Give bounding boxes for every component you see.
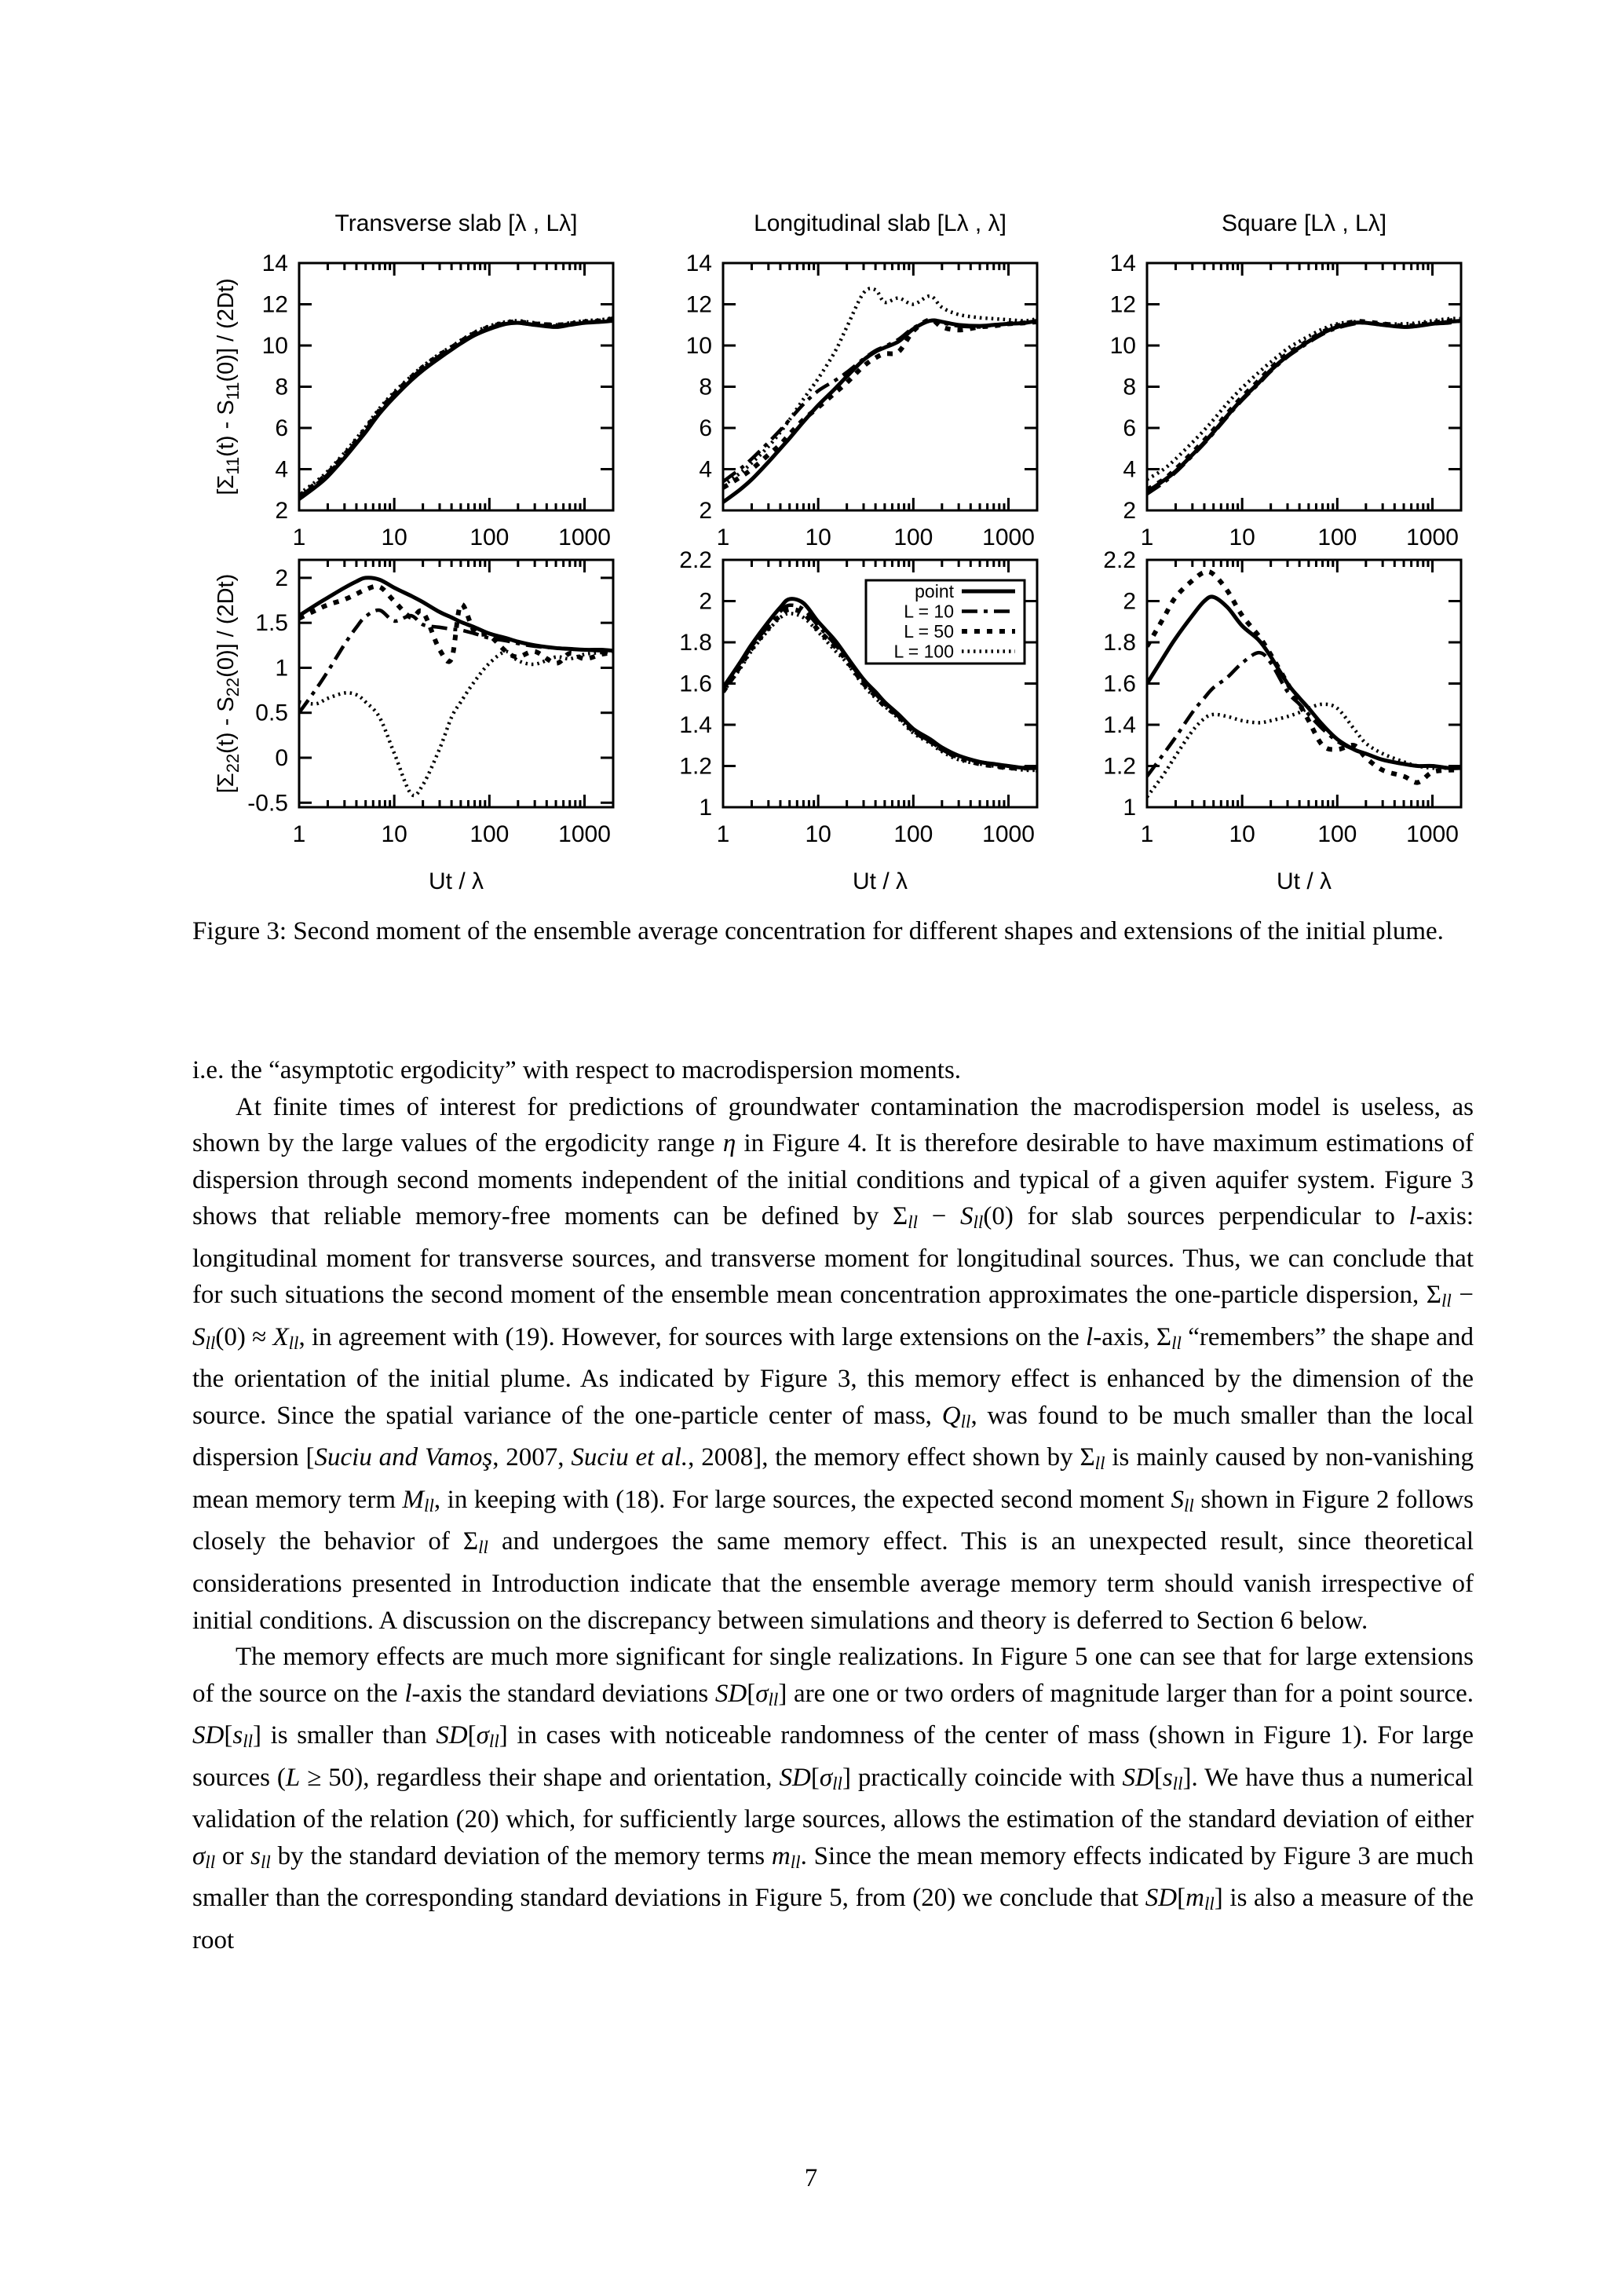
- subplot-transverse-slab-row2: [211, 550, 635, 899]
- svg-text:14: 14: [1109, 250, 1136, 276]
- svg-text:12: 12: [1109, 291, 1136, 318]
- chart-title: Square [Lλ , Lλ]: [1221, 210, 1387, 236]
- chart-svg: [635, 550, 1059, 895]
- svg-text:1000: 1000: [1406, 821, 1459, 847]
- svg-text:2: 2: [699, 588, 712, 615]
- svg-text:100: 100: [1317, 525, 1357, 550]
- series-group: [1147, 319, 1461, 494]
- chart-svg: [635, 196, 1059, 556]
- svg-text:0.5: 0.5: [255, 700, 288, 726]
- svg-text:2: 2: [275, 565, 288, 591]
- svg-text:1.5: 1.5: [255, 610, 288, 637]
- svg-text:L = 100: L = 100: [893, 641, 954, 662]
- svg-text:10: 10: [261, 333, 288, 359]
- x-axis-label: Ut / λ: [1276, 868, 1332, 894]
- svg-text:1000: 1000: [558, 525, 611, 550]
- subplot-longitudinal-slab-row1: [635, 196, 1059, 560]
- series-group: [1147, 572, 1461, 797]
- svg-text:4: 4: [699, 456, 712, 483]
- svg-text:2: 2: [1123, 588, 1136, 615]
- axes: [723, 263, 1037, 510]
- series-L=100: [299, 652, 613, 795]
- subplot-square-row2: [1059, 550, 1483, 899]
- chart-svg: [211, 550, 635, 895]
- series-group: [723, 288, 1037, 502]
- x-axis-label: Ut / λ: [428, 868, 484, 894]
- svg-text:1000: 1000: [982, 525, 1035, 550]
- svg-text:0: 0: [275, 745, 288, 771]
- svg-text:100: 100: [469, 821, 510, 847]
- svg-text:8: 8: [699, 374, 712, 400]
- svg-text:12: 12: [261, 291, 288, 318]
- chart-title: Longitudinal slab [Lλ , λ]: [754, 210, 1006, 236]
- series-L=10: [1147, 321, 1461, 495]
- series-point: [1147, 597, 1461, 768]
- subplot-transverse-slab-row1: [211, 196, 635, 560]
- svg-text:14: 14: [685, 250, 712, 276]
- series-L=100: [723, 288, 1037, 485]
- svg-text:1.4: 1.4: [1103, 712, 1136, 738]
- series-L=100: [1147, 704, 1461, 797]
- paragraph: The memory effects are much more significant for single realizations. In Figure 5 one can see that for large extensions of the source on the l-axis the standard deviations SD[σll] are one or two orders of magnitude larger than for a point source. SD[sll] is smaller than SD[σll] in cases with noticeable randomness of the center of mass (shown in Figure 1). For large sources (L ≥ 50), regardless their shape and orientation, SD[σll] practically coincide with SD[sll]. We have thus a numerical validation of the relation (20) which, for sufficiently large sources, allows the estimation of the standard deviation of either σll or sll by the standard deviation of the memory terms mll. Since the mean memory effects indicated by Figure 3 are much smaller than the corresponding standard deviations in Figure 5, from (20) we conclude that SD[mll] is also a measure of the root: [192, 1643, 1474, 1954]
- svg-text:-0.5: -0.5: [247, 790, 288, 817]
- svg-text:1.6: 1.6: [1103, 671, 1136, 697]
- series-L=100: [299, 318, 613, 494]
- chart-svg: [1059, 550, 1483, 895]
- svg-text:8: 8: [1123, 374, 1136, 400]
- svg-text:1000: 1000: [1406, 525, 1459, 550]
- y-axis-label: $[\Sigma_{22}(t) - S_{22}(0)] / (2Dt)$: [214, 573, 243, 794]
- axis-labels: [686, 210, 1035, 550]
- series-L=50: [1147, 572, 1461, 783]
- svg-text:1: 1: [292, 525, 306, 550]
- svg-text:100: 100: [1317, 821, 1357, 847]
- svg-text:1: 1: [292, 821, 306, 847]
- chart-svg: [211, 196, 635, 556]
- chart-legend: [866, 580, 1025, 664]
- svg-text:point: point: [915, 581, 954, 601]
- svg-text:1: 1: [1140, 525, 1154, 550]
- series-group: [299, 318, 613, 499]
- axes: [1147, 560, 1461, 807]
- series-L=10: [1147, 653, 1461, 777]
- svg-text:1000: 1000: [558, 821, 611, 847]
- chart-title: Transverse slab [λ , Lλ]: [334, 210, 578, 236]
- svg-text:1.8: 1.8: [1103, 630, 1136, 656]
- svg-text:10: 10: [805, 525, 831, 550]
- svg-text:2: 2: [275, 498, 288, 524]
- svg-text:10: 10: [1229, 525, 1255, 550]
- svg-text:2.2: 2.2: [679, 550, 712, 573]
- svg-text:12: 12: [685, 291, 712, 318]
- subplot-square-row1: [1059, 196, 1483, 560]
- svg-text:10: 10: [805, 821, 831, 847]
- paragraph: At finite times of interest for predictions of groundwater contamination the macrodispersion model is useless, as shown by the large values of the ergodicity range η in Figure 4. It is therefore desirable to have maximum estimations of dispersion through second moments independent of the initial conditions and typical of a given aquifer system. Figure 3 shows that reliable memory-free moments can be defined by Σll − Sll(0) for slab sources perpendicular to l-axis: longitudinal moment for transverse sources, and transverse moment for longitudinal sources. Thus, we can conclude that for such situations the second moment of the ensemble mean concentration approximates the one-particle dispersion, Σll − Sll(0) ≈ Xll, in agreement with (19). However, for sources with large extensions on the l-axis, Σll “remembers” the shape and the orientation of the initial plume. As indicated by Figure 3, this memory effect is enhanced by the dimension of the source. Since the spatial variance of the one-particle center of mass, Qll, was found to be much smaller than the local dispersion [Suciu and Vamoş, 2007, Suciu et al., 2008], the memory effect shown by Σll is mainly caused by non-vanishing mean memory term Mll, in keeping with (18). For large sources, the expected second moment Sll shown in Figure 2 follows closely the behavior of Σll and undergoes the same memory effect. This is an unexpected result, since theoretical considerations presented in Introduction indicate that the ensemble average memory term should vanish irrespective of initial conditions. A discussion on the discrepancy between simulations and theory is deferred to Section 6 below.: [192, 1092, 1474, 1635]
- svg-text:1000: 1000: [982, 821, 1035, 847]
- paragraph: i.e. the “asymptotic ergodicity” with respect to macrodispersion moments.: [192, 1056, 962, 1084]
- svg-text:2: 2: [699, 498, 712, 524]
- y-axis-label: $[\Sigma_{11}(t) - S_{11}(0)] / (2Dt)$: [214, 278, 243, 495]
- svg-text:100: 100: [893, 525, 933, 550]
- svg-text:10: 10: [381, 821, 407, 847]
- series-L=50: [299, 587, 613, 664]
- figure-caption: Figure 3: Second moment of the ensemble average concentration for different shapes and extensions of the initial plume.: [192, 917, 1444, 945]
- body-text: [192, 1052, 1474, 1958]
- svg-text:L = 50: L = 50: [904, 621, 954, 642]
- svg-text:8: 8: [275, 374, 288, 400]
- svg-text:4: 4: [1123, 456, 1136, 483]
- svg-text:1.2: 1.2: [1103, 753, 1136, 780]
- svg-text:6: 6: [275, 415, 288, 441]
- axis-labels: [1110, 210, 1459, 550]
- svg-text:6: 6: [699, 415, 712, 441]
- page-number: 7: [804, 2164, 818, 2192]
- svg-text:10: 10: [381, 525, 407, 550]
- series-group: [299, 578, 613, 795]
- svg-text:1.8: 1.8: [679, 630, 712, 656]
- svg-text:10: 10: [1109, 333, 1136, 359]
- svg-text:1.2: 1.2: [679, 753, 712, 780]
- svg-text:100: 100: [893, 821, 933, 847]
- svg-text:2.2: 2.2: [1103, 550, 1136, 573]
- svg-text:1.4: 1.4: [679, 712, 712, 738]
- svg-text:100: 100: [469, 525, 510, 550]
- axes: [299, 263, 613, 510]
- svg-text:10: 10: [685, 333, 712, 359]
- svg-text:2: 2: [1123, 498, 1136, 524]
- svg-text:14: 14: [261, 250, 288, 276]
- svg-text:6: 6: [1123, 415, 1136, 441]
- x-axis-label: Ut / λ: [852, 868, 908, 894]
- svg-text:1: 1: [699, 795, 712, 821]
- svg-text:1: 1: [1140, 821, 1154, 847]
- axes: [1147, 263, 1461, 510]
- series-L=50: [1147, 320, 1461, 490]
- subplot-longitudinal-slab-row2: [635, 550, 1059, 899]
- figure-3: [211, 196, 1499, 903]
- svg-text:4: 4: [275, 456, 288, 483]
- svg-text:L = 10: L = 10: [904, 601, 954, 622]
- svg-text:1: 1: [275, 655, 288, 682]
- svg-text:1: 1: [716, 525, 730, 550]
- svg-text:1.6: 1.6: [679, 671, 712, 697]
- svg-text:1: 1: [716, 821, 730, 847]
- chart-svg: [1059, 196, 1483, 556]
- svg-text:1: 1: [1123, 795, 1136, 821]
- svg-text:10: 10: [1229, 821, 1255, 847]
